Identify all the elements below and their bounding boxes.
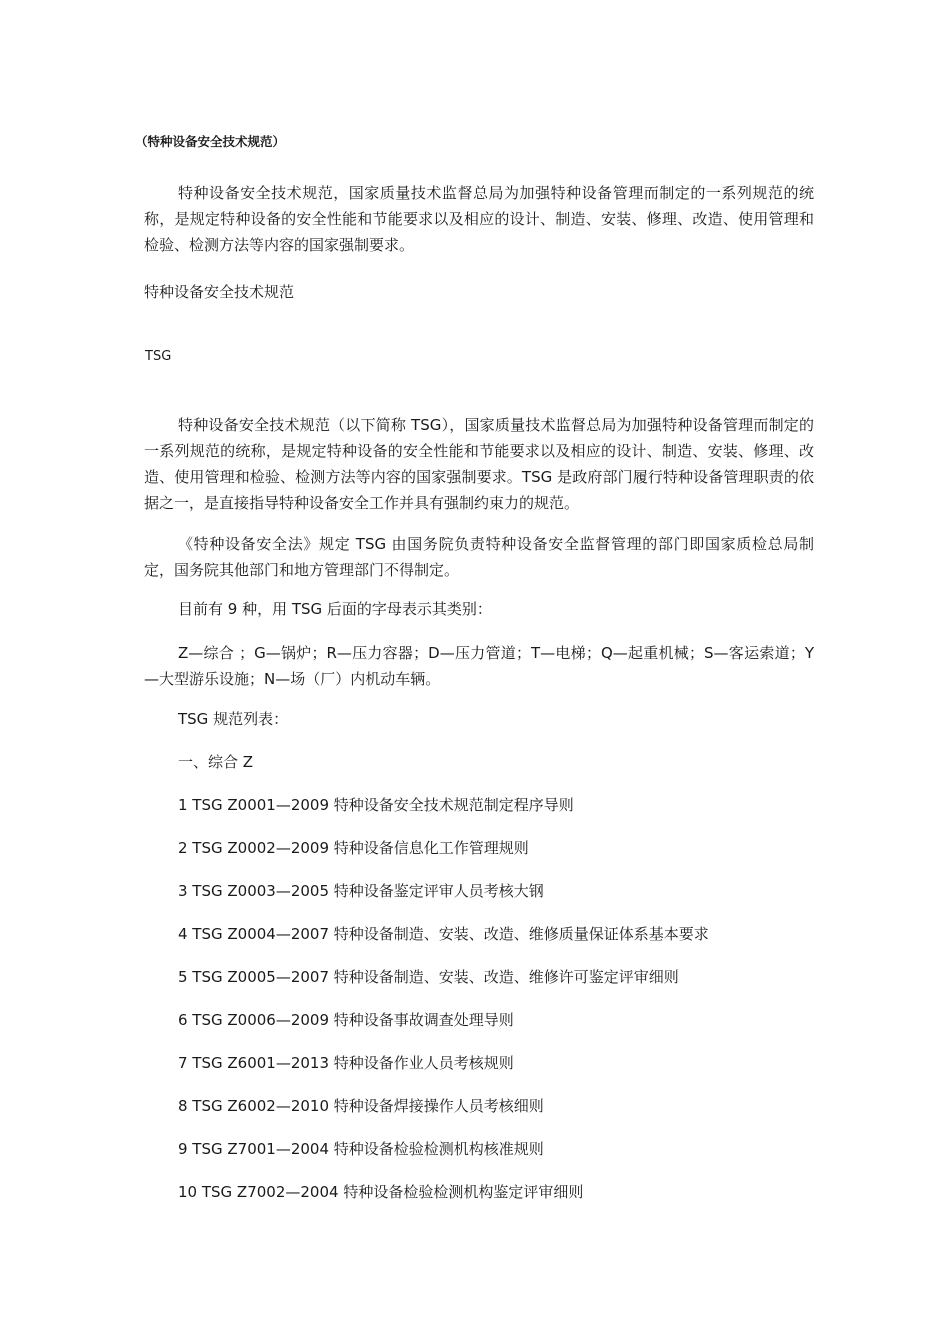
- law-paragraph: 《特种设备安全法》规定 TSG 由国务院负责特种设备安全监督管理的部门即国家质检总局制定，国务院其他部门和地方管理部门不得制定。: [144, 535, 814, 579]
- list-item: 4 TSG Z0004—2007 特种设备制造、安装、改造、维修质量保证体系基本要求: [178, 925, 709, 943]
- list-item: 3 TSG Z0003—2005 特种设备鉴定评审人员考核大钢: [178, 882, 544, 900]
- list-item: 7 TSG Z6001—2013 特种设备作业人员考核规则: [178, 1054, 514, 1072]
- document-subtitle: （特种设备安全技术规范）: [135, 134, 286, 149]
- list-item: 5 TSG Z0005—2007 特种设备制造、安装、改造、维修许可鉴定评审细则: [178, 968, 679, 986]
- list-item: 9 TSG Z7001—2004 特种设备检验检测机构核准规则: [178, 1140, 544, 1158]
- section-title: 特种设备安全技术规范: [144, 283, 295, 301]
- category-list-paragraph: Z—综合 ；G—锅炉；R—压力容器；D—压力管道；T—电梯；Q—起重机械；S—客运索道；Y—大型游乐设施；N—场（厂）内机动车辆。: [144, 644, 814, 688]
- section-heading-z: 一、综合 Z: [178, 753, 254, 771]
- list-item: 1 TSG Z0001—2009 特种设备安全技术规范制定程序导则: [178, 796, 574, 814]
- tsg-label: TSG: [145, 349, 172, 364]
- intro-paragraph: 特种设备安全技术规范，国家质量技术监督总局为加强特种设备管理而制定的一系列规范的统称，是规定特种设备的安全性能和节能要求以及相应的设计、制造、安装、修理、改造、使用管理和检验、检测方法等内容的国家强制要求。: [144, 184, 814, 254]
- list-item: 2 TSG Z0002—2009 特种设备信息化工作管理规则: [178, 839, 529, 857]
- list-heading: TSG 规范列表：: [178, 710, 289, 728]
- categories-intro: 目前有 9 种，用 TSG 后面的字母表示其类别：: [178, 600, 492, 618]
- tsg-description-paragraph: 特种设备安全技术规范（以下简称 TSG），国家质量技术监督总局为加强特种设备管理而制定的一系列规范的统称，是规定特种设备的安全性能和节能要求以及相应的设计、制造、安装、修理、改造、使用管理和检验、检测方法等内容的国家强制要求。TSG 是政府部门履行特种设备管理职责的依据之一，是直接指导特种设备安全工作并具有强制约束力的规范。: [144, 416, 814, 512]
- list-item: 6 TSG Z0006—2009 特种设备事故调查处理导则: [178, 1011, 514, 1029]
- list-item: 10 TSG Z7002—2004 特种设备检验检测机构鉴定评审细则: [178, 1183, 584, 1201]
- list-item: 8 TSG Z6002—2010 特种设备焊接操作人员考核细则: [178, 1097, 544, 1115]
